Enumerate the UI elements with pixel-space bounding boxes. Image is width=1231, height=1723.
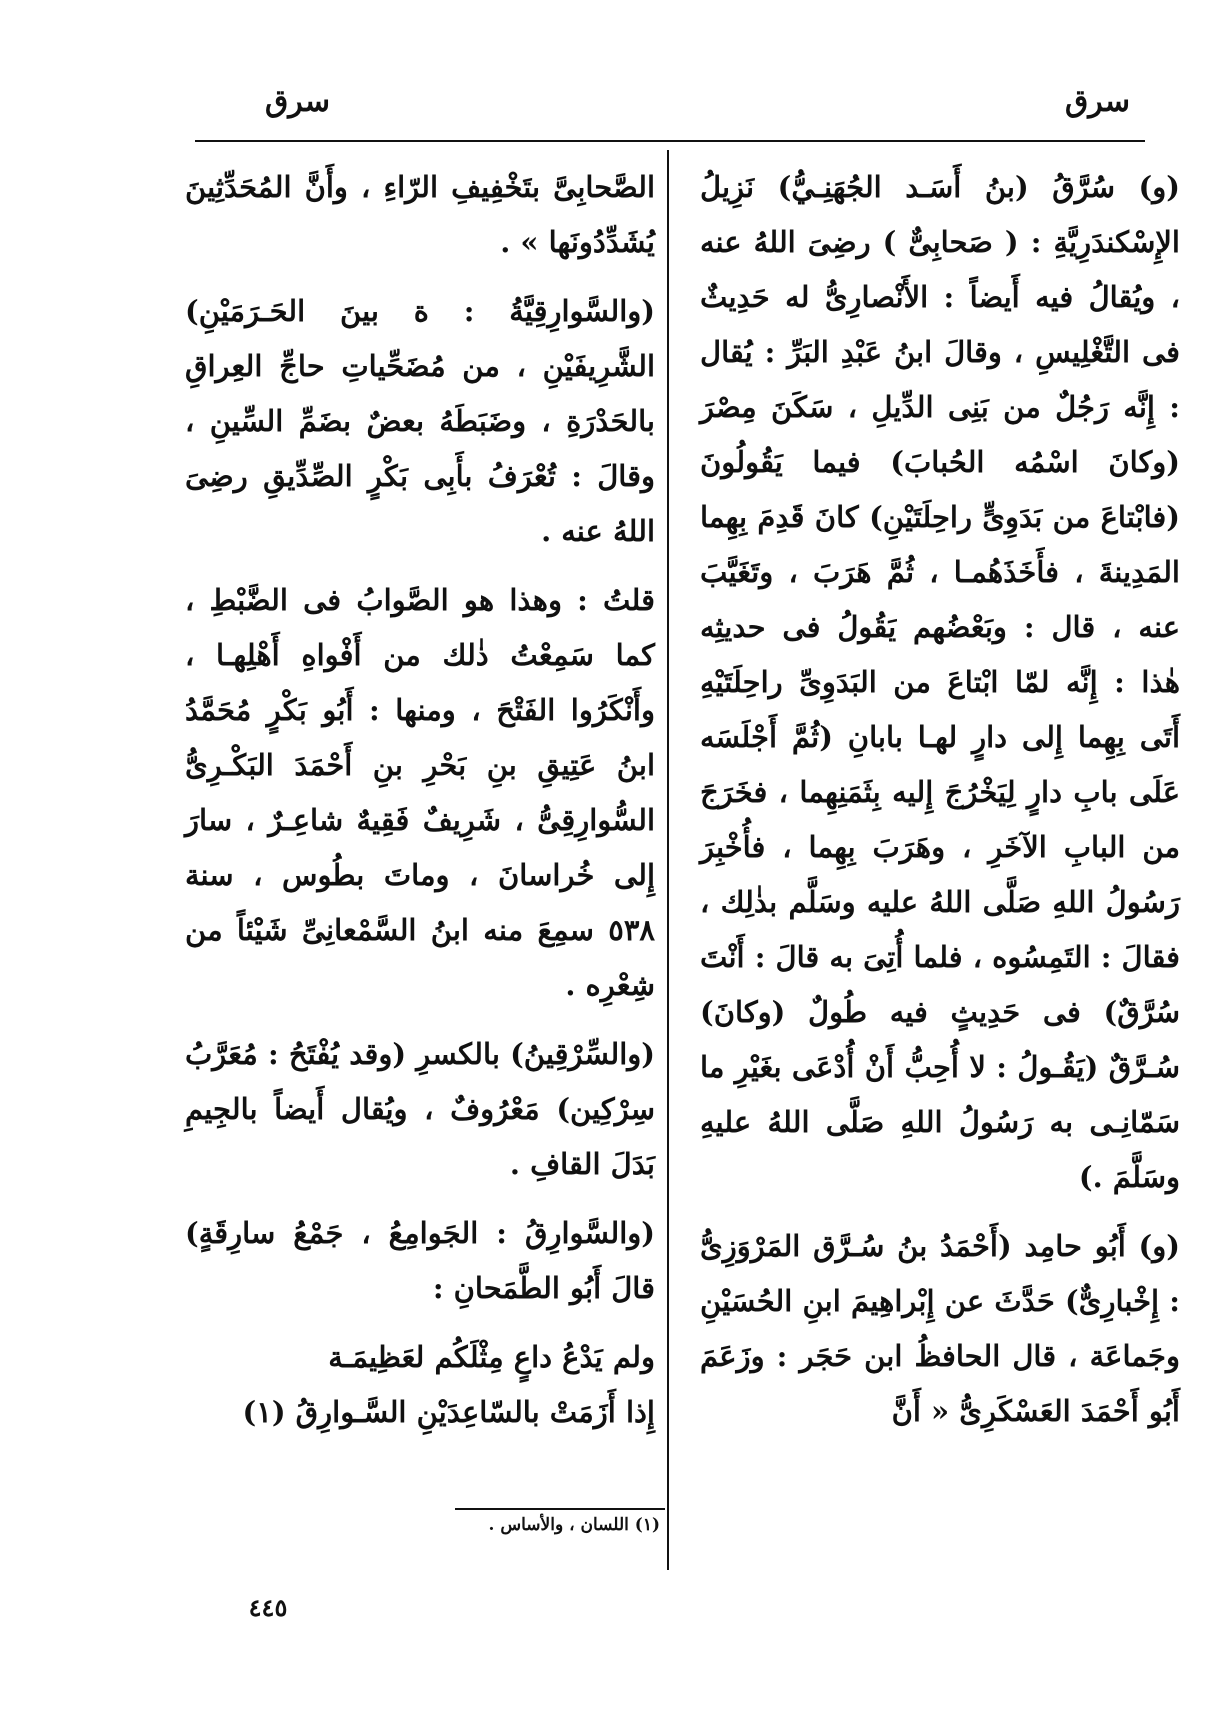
header-keyword-left: سرق [265, 84, 330, 119]
footnote: (١) اللسان ، والأساس . [488, 1515, 660, 1535]
verse-second-hemistich: إِذا أَزَمَتْ بالسّاعِدَيْنِ السَّـوارِقُ (١) [242, 1395, 655, 1429]
footnote-rule [455, 1508, 665, 1510]
entry-paragraph: قلتُ : وهذا هو الصَّوابُ فى الضَّبْطِ ، كما سَمِعْتُ ذٰلك من أَفْواهِ أَهْلِهـا ، وأَنْكَرُوا الفَتْحَ ، ومنها : أَبُو بَكْرٍ مُحَمَّدُ ابنُ عَتِيقِ بنِ بَحْرِ بنِ أَحْمَدَ البَكْـرِىُّ السُّوارِقِىُّ ، شَرِيفٌ فَقِيهٌ شاعِـرٌ ، سارَ إِلى خُراسانَ ، وماتَ بطُوس ، سنة ٥٣٨ سمِعَ منه ابنُ السَّمْعانِىِّ شَيْئاً من شِعْرِه . [185, 583, 655, 1002]
entry-paragraph: (والسَّوارِقِيَّةُ : ة بينَ الحَـرَمَيْنِ) الشَّرِيفَيْنِ ، من مُضَحِّياتِ حاجِّ العِراقِ بالحَدْرَةِ ، وضَبَطَهُ بعضٌ بضَمِّ السِّينِ ، وقالَ : تُعْرَفُ بأَبِى بَكْرٍ الصِّدِّيقِ رضِىَ اللهُ عنه . [185, 294, 655, 548]
verse-first-hemistich: ولم يَدْعُ داعٍ مِثْلَكُم لعَظِيمَـة [328, 1340, 655, 1374]
entry-paragraph: (و) سُرَّقُ (بنُ أَسَـد الجُهَنِـيُّ) نَزِيلُ الإِسْكندَرِيَّةِ : ( صَحابِىٌّ ) رضِىَ اللهُ عنه ، ويُقالُ فيه أَيضاً : الأَنْصارِىُّ له حَدِيثٌ فى التَّغْلِيسِ ، وقالَ ابنُ عَبْدِ البَرِّ : يُقال : إِنَّه رَجُلٌ من بَنِى الدِّيلِ ، سَكَنَ مِصْرَ (وكانَ اسْمُه الحُبابَ) فيما يَقُولُونَ (فابْتاعَ من بَدَوِىٍّ راحِلَتَيْنِ) كانَ قَدِمَ بِهِما المَدِينةَ ، فأَخَذَهُمـا ، ثُمَّ هَرَبَ ، وتَغَيَّبَ عنه ، قال : وبَعْضُهم يَقُولُ فى حديثِه هٰذا : إِنَّه لمّا ابْتاعَ من البَدَوِىِّ راحِلَتَيْهِ أَتَى بِهِما إِلى دارٍ لهـا بابانِ (ثُمَّ أَجْلَسَه عَلَى بابِ دارٍ لِيَخْرُجَ إِليه بِثَمَنِهِما ، فخَرَجَ من البابِ الآخَرِ ، وهَرَبَ بِهِما ، فأُخْبِرَ رَسُولُ اللهِ صَلَّى اللهُ عليه وسَلَّم بذٰلِك ، فقالَ : التَمِسُوه ، فلما أُتِىَ به قالَ : أَنْتَ سُرَّقٌ) فى حَدِيثٍ فيه طُولٌ (وكانَ) سُـرَّقٌ (يَقُـولُ : لا أُحِبُّ أَنْ أُدْعَى بغَيْرِ ما سَمّانِـى به رَسُولُ اللهِ صَلَّى اللهُ عليهِ وسَلَّمَ .) [700, 170, 1180, 1194]
column-divider [667, 150, 669, 1570]
poetry-verse [185, 1330, 655, 1440]
header-keyword-right: سرق [1065, 84, 1130, 119]
entry-paragraph: (والسَّوارِقُ : الجَوامِعُ ، جَمْعُ سارِقَةٍ) قالَ أَبُو الطَّمَحانِ : [185, 1216, 655, 1305]
entry-paragraph: الصَّحابِىَّ بتَخْفِيفِ الرّاءِ ، وأَنَّ المُحَدِّثِينَ يُشَدِّدُونَها » . [185, 170, 655, 259]
page-number: ٤٤٥ [248, 1593, 288, 1622]
entry-paragraph: (والسِّرْقِينُ) بالكسرِ (وقد يُفْتَحُ : مُعَرَّبُ سِرْكِين) مَعْرُوفٌ ، ويُقال أَيضاً بالجِيمِ بَدَلَ القافِ . [185, 1037, 655, 1181]
right-column [700, 160, 1180, 1453]
entry-paragraph: (و) أَبُو حامِد (أَحْمَدُ بنُ سُـرَّق المَرْوَزِىُّ : إِخْبارِىٌّ) حَدَّثَ عن إِبْراهِيمَ ابنِ الحُسَيْنِ وجَماعَة ، قال الحافظُ ابن حَجَر : وزَعَمَ أَبُو أَحْمَدَ العَسْكَرِىُّ « أَنَّ [700, 1229, 1180, 1428]
left-column [185, 160, 655, 1440]
header-rule [195, 140, 1145, 142]
